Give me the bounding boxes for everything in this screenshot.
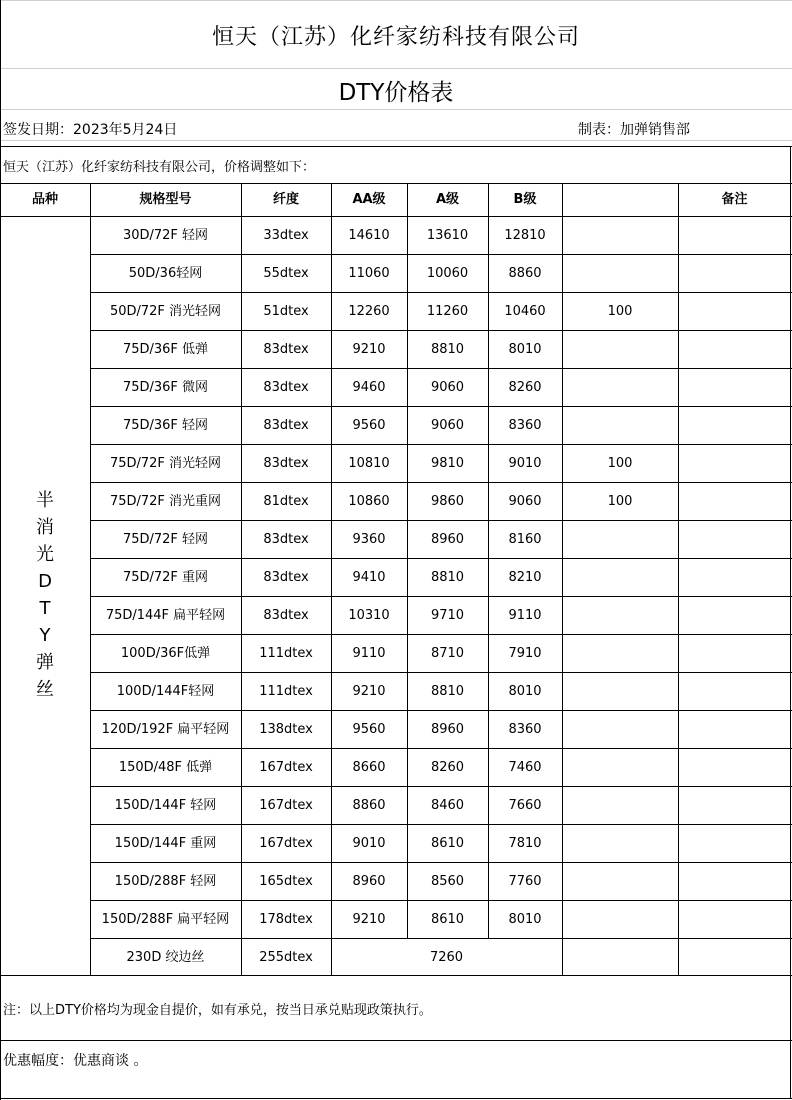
grid-line	[0, 1098, 792, 1099]
denier-cell: 138dtex	[259, 722, 313, 737]
grid-line	[678, 183, 679, 976]
price-a-cell: 8810	[430, 570, 465, 585]
grid-line	[90, 520, 792, 521]
grid-line	[0, 975, 792, 976]
price-b-cell: 7910	[508, 646, 542, 661]
price-b-cell: 9010	[508, 456, 542, 471]
spec-cell: 75D/72F 重网	[122, 570, 209, 585]
denier-cell: 111dtex	[259, 646, 313, 661]
grid-line	[90, 938, 792, 939]
remark-cell	[678, 863, 791, 901]
price-b-cell: 10460	[504, 304, 546, 319]
remark-cell	[678, 559, 791, 597]
extra-cell	[562, 901, 678, 939]
price-aa-cell: 8660	[352, 760, 386, 775]
variety-char: 弹	[36, 652, 54, 673]
remark-cell	[678, 597, 791, 635]
extra-cell: 100	[607, 304, 633, 319]
grid-line	[488, 183, 489, 939]
discount-note: 优惠幅度：优惠商谈 。	[3, 1053, 148, 1069]
price-aa-cell: 10310	[348, 608, 390, 623]
price-a-cell: 8610	[430, 912, 465, 927]
extra-cell: 100	[607, 456, 633, 471]
price-aa-cell: 9410	[352, 570, 386, 585]
price-b-cell: 8010	[508, 912, 542, 927]
price-aa-cell: 10810	[348, 456, 390, 471]
variety-char: 丝	[36, 679, 54, 700]
price-a-cell: 11260	[426, 304, 469, 319]
price-aa-cell: 9560	[352, 418, 386, 433]
extra-cell	[562, 521, 678, 559]
price-aa-cell: 9110	[352, 646, 386, 661]
remark-cell	[678, 825, 791, 863]
remark-cell	[678, 217, 791, 255]
extra-cell	[562, 863, 678, 901]
grid-line	[90, 254, 792, 255]
spec-cell: 75D/36F 轻网	[122, 418, 209, 433]
denier-cell: 83dtex	[263, 342, 309, 357]
price-b-cell: 8360	[508, 722, 542, 737]
denier-cell: 167dtex	[259, 798, 313, 813]
price-a-cell: 8960	[430, 722, 465, 737]
price-a-cell: 13610	[426, 228, 469, 243]
remark-cell	[678, 787, 791, 825]
price-aa-cell: 9210	[352, 684, 386, 699]
grid-line	[0, 0, 792, 1]
spec-cell: 150D/48F 低弹	[118, 760, 213, 775]
variety-char: T	[39, 598, 51, 619]
grid-line	[90, 634, 792, 635]
extra-cell	[562, 787, 678, 825]
issue-date: 签发日期：2023年5月24日	[3, 122, 178, 138]
prepared-by: 制表：加弹销售部	[578, 122, 690, 138]
price-a-cell: 8960	[430, 532, 465, 547]
extra-cell	[562, 597, 678, 635]
price-b-cell: 7760	[508, 874, 542, 889]
column-header: B级	[513, 192, 537, 207]
denier-cell: 81dtex	[263, 494, 309, 509]
grid-line	[90, 482, 792, 483]
remark-cell	[678, 749, 791, 787]
column-header: A级	[435, 192, 460, 207]
spec-cell: 100D/36F低弹	[120, 646, 211, 661]
price-b-cell: 7660	[508, 798, 542, 813]
price-b-cell: 8860	[508, 266, 542, 281]
remark-cell	[678, 255, 791, 293]
price-a-cell: 10060	[426, 266, 469, 281]
grid-line	[0, 109, 792, 110]
spec-cell: 50D/72F 消光轻网	[109, 304, 222, 319]
grid-line	[790, 146, 791, 1099]
spec-cell: 75D/36F 微网	[122, 380, 209, 395]
extra-cell	[562, 407, 678, 445]
price-a-cell: 8710	[430, 646, 465, 661]
document-title: DTY价格表	[338, 80, 454, 106]
denier-cell: 111dtex	[259, 684, 313, 699]
spec-cell: 150D/144F 重网	[114, 836, 217, 851]
price-b-cell: 12810	[504, 228, 546, 243]
remark-cell	[678, 635, 791, 673]
remark-cell	[678, 711, 791, 749]
spec-cell: 230D 绞边丝	[126, 950, 205, 965]
extra-cell	[562, 673, 678, 711]
price-b-cell: 9060	[508, 494, 542, 509]
grid-line	[90, 862, 792, 863]
variety-char: 半	[36, 490, 54, 511]
remark-cell	[678, 901, 791, 939]
variety-label	[0, 487, 90, 703]
remark-cell	[678, 331, 791, 369]
grid-line	[90, 368, 792, 369]
grid-line	[90, 786, 792, 787]
price-aa-cell: 9360	[352, 532, 386, 547]
grid-line	[0, 140, 792, 141]
spec-cell: 100D/144F轻网	[116, 684, 215, 699]
price-aa-cell: 9560	[352, 722, 386, 737]
denier-cell: 83dtex	[263, 380, 309, 395]
extra-cell	[562, 749, 678, 787]
price-a-cell: 8810	[430, 342, 465, 357]
denier-cell: 255dtex	[259, 950, 313, 965]
price-b-cell: 7460	[508, 760, 542, 775]
denier-cell: 83dtex	[263, 456, 309, 471]
merged-price-cell: 7260	[429, 950, 464, 965]
remark-cell	[678, 407, 791, 445]
grid-line	[241, 183, 242, 976]
denier-cell: 165dtex	[259, 874, 313, 889]
grid-line	[90, 558, 792, 559]
extra-cell	[562, 939, 678, 977]
spec-cell: 150D/144F 轻网	[114, 798, 217, 813]
extra-cell	[562, 255, 678, 293]
price-a-cell: 9810	[430, 456, 465, 471]
grid-line	[0, 1040, 792, 1041]
variety-char: D	[38, 571, 52, 592]
price-b-cell: 8010	[508, 342, 542, 357]
price-aa-cell: 12260	[348, 304, 390, 319]
remark-cell	[678, 521, 791, 559]
remark-cell	[678, 939, 791, 977]
price-b-cell: 7810	[508, 836, 542, 851]
price-aa-cell: 9460	[352, 380, 386, 395]
grid-line	[0, 68, 792, 69]
spec-cell: 75D/72F 轻网	[122, 532, 209, 547]
grid-line	[90, 710, 792, 711]
denier-cell: 83dtex	[263, 418, 309, 433]
grid-line	[407, 183, 408, 939]
grid-line	[0, 183, 792, 184]
variety-char: 光	[36, 544, 54, 565]
extra-cell	[562, 559, 678, 597]
remark-cell	[678, 445, 791, 483]
grid-line	[90, 292, 792, 293]
grid-line	[90, 824, 792, 825]
grid-line	[331, 183, 332, 976]
price-a-cell: 8560	[430, 874, 465, 889]
price-b-cell: 8360	[508, 418, 542, 433]
column-header: 品种	[31, 192, 58, 207]
spec-cell: 150D/288F 扁平轻网	[101, 912, 230, 927]
spec-cell: 150D/288F 轻网	[114, 874, 217, 889]
spec-cell: 120D/192F 扁平轻网	[101, 722, 230, 737]
denier-cell: 55dtex	[263, 266, 309, 281]
grid-line	[562, 183, 563, 976]
extra-cell	[562, 331, 678, 369]
price-aa-cell: 10860	[348, 494, 390, 509]
remark-cell	[678, 673, 791, 711]
price-b-cell: 9110	[508, 608, 542, 623]
remark-cell	[678, 369, 791, 407]
price-a-cell: 8610	[430, 836, 465, 851]
spec-cell: 30D/72F 轻网	[122, 228, 209, 243]
denier-cell: 51dtex	[263, 304, 309, 319]
grid-line	[90, 183, 91, 976]
denier-cell: 167dtex	[259, 836, 313, 851]
column-header	[562, 184, 678, 216]
price-b-cell: 8260	[508, 380, 542, 395]
price-aa-cell: 14610	[348, 228, 390, 243]
price-aa-cell: 8960	[352, 874, 386, 889]
grid-line	[0, 0, 1, 1100]
spec-cell: 75D/144F 扁平轻网	[105, 608, 226, 623]
grid-line	[90, 330, 792, 331]
remark-cell	[678, 293, 791, 331]
denier-cell: 83dtex	[263, 532, 309, 547]
price-a-cell: 8460	[430, 798, 465, 813]
price-a-cell: 9710	[430, 608, 465, 623]
price-aa-cell: 9210	[352, 342, 386, 357]
column-header: 纤度	[272, 192, 299, 207]
extra-cell	[562, 711, 678, 749]
price-b-cell: 8210	[508, 570, 542, 585]
price-aa-cell: 8860	[352, 798, 386, 813]
column-header: 备注	[721, 192, 748, 207]
denier-cell: 178dtex	[259, 912, 313, 927]
grid-line	[0, 146, 792, 147]
grid-line	[90, 596, 792, 597]
price-aa-cell: 9010	[352, 836, 386, 851]
grid-line	[90, 748, 792, 749]
price-a-cell: 9860	[430, 494, 465, 509]
extra-cell	[562, 369, 678, 407]
price-a-cell: 8260	[430, 760, 465, 775]
extra-cell: 100	[607, 494, 633, 509]
extra-cell	[562, 825, 678, 863]
price-aa-cell: 9210	[352, 912, 386, 927]
denier-cell: 83dtex	[263, 570, 309, 585]
spec-cell: 50D/36轻网	[128, 266, 203, 281]
spec-cell: 75D/72F 消光轻网	[109, 456, 222, 471]
grid-line	[90, 900, 792, 901]
price-a-cell: 8810	[430, 684, 465, 699]
grid-line	[0, 216, 792, 217]
column-header: 规格型号	[139, 192, 192, 207]
price-aa-cell: 11060	[348, 266, 390, 281]
extra-cell	[562, 635, 678, 673]
variety-char: 消	[36, 517, 54, 538]
grid-line	[90, 672, 792, 673]
payment-note: 注：以上DTY价格均为现金自提价，如有承兑，按当日承兑贴现政策执行。	[3, 1003, 432, 1018]
extra-cell	[562, 217, 678, 255]
company-name: 恒天（江苏）化纤家纺科技有限公司	[211, 25, 580, 50]
spec-cell: 75D/72F 消光重网	[109, 494, 222, 509]
price-b-cell: 8010	[508, 684, 542, 699]
grid-line	[90, 406, 792, 407]
price-b-cell: 8160	[508, 532, 542, 547]
price-adjustment-intro: 恒天（江苏）化纤家纺科技有限公司，价格调整如下：	[3, 160, 316, 175]
column-header: AA级	[352, 192, 386, 207]
denier-cell: 83dtex	[263, 608, 309, 623]
price-a-cell: 9060	[430, 418, 465, 433]
denier-cell: 33dtex	[263, 228, 309, 243]
denier-cell: 167dtex	[259, 760, 313, 775]
remark-cell	[678, 483, 791, 521]
variety-char: Y	[39, 625, 51, 646]
price-a-cell: 9060	[430, 380, 465, 395]
spec-cell: 75D/36F 低弹	[122, 342, 209, 357]
grid-line	[90, 444, 792, 445]
